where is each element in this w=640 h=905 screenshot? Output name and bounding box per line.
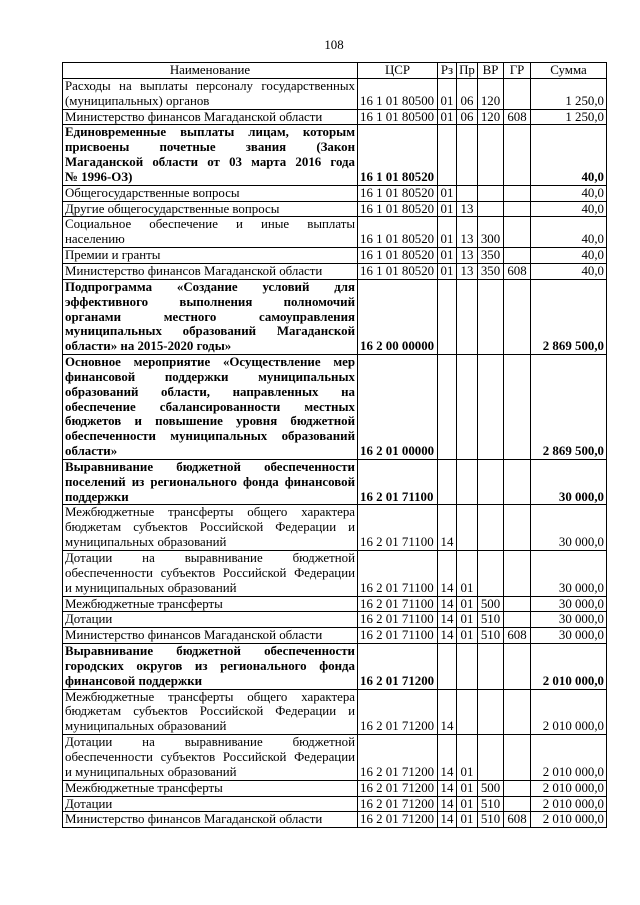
header-vr: ВР: [478, 63, 504, 79]
cell-rz: 01: [438, 201, 457, 217]
cell-name: [63, 263, 358, 279]
cell-name-line: Межбюджетные трансферты: [65, 780, 223, 795]
table-row: [63, 263, 607, 279]
cell-csr: 16 2 01 71200: [358, 735, 438, 781]
table-row: [63, 612, 607, 628]
cell-csr: 16 2 01 71200: [358, 689, 438, 735]
cell-gr: [504, 459, 531, 505]
cell-name: [63, 201, 358, 217]
cell-gr: [504, 796, 531, 812]
cell-name-line: области»: [65, 444, 118, 459]
cell-gr: 608: [504, 109, 531, 125]
cell-sum: 40,0: [531, 217, 607, 248]
budget-table: [62, 62, 607, 828]
cell-pr: [457, 125, 478, 185]
page-number: 108: [324, 38, 344, 52]
cell-name-line: финансовой поддержки муниципальных: [65, 369, 355, 384]
table-row: [63, 505, 607, 551]
cell-sum: 2 869 500,0: [531, 279, 607, 354]
cell-name-line: Дотации на выравнивание бюджетной: [65, 551, 355, 565]
cell-rz: 14: [438, 551, 457, 597]
cell-vr: [478, 185, 504, 201]
cell-sum: 2 010 000,0: [531, 812, 607, 828]
cell-sum: 40,0: [531, 201, 607, 217]
cell-name-line: Дотации: [65, 796, 113, 811]
cell-sum: 30 000,0: [531, 628, 607, 644]
cell-name: [63, 644, 358, 690]
header-rz: Рз: [438, 63, 457, 79]
cell-name: [63, 185, 358, 201]
cell-gr: [504, 689, 531, 735]
cell-name-line: Социальное обеспечение и иные выплаты: [65, 217, 355, 232]
cell-name: [63, 551, 358, 597]
cell-gr: [504, 217, 531, 248]
cell-sum: 40,0: [531, 185, 607, 201]
cell-name: [63, 459, 358, 505]
cell-rz: 01: [438, 263, 457, 279]
cell-name: [63, 248, 358, 264]
cell-rz: [438, 125, 457, 185]
cell-gr: 608: [504, 628, 531, 644]
cell-pr: 01: [457, 735, 478, 781]
cell-vr: 510: [478, 612, 504, 628]
cell-name-line: обеспечение сбалансированности местных: [65, 399, 355, 414]
cell-rz: 14: [438, 596, 457, 612]
cell-rz: [438, 355, 457, 460]
cell-name: [63, 812, 358, 828]
cell-sum: 2 869 500,0: [531, 355, 607, 460]
cell-vr: 500: [478, 596, 504, 612]
cell-name-line: присвоены почетные звания (Закон: [65, 140, 355, 155]
cell-vr: 300: [478, 217, 504, 248]
cell-name-line: Межбюджетные трансферты общего характера: [65, 689, 355, 704]
cell-vr: [478, 689, 504, 735]
cell-rz: 01: [438, 185, 457, 201]
cell-sum: 2 010 000,0: [531, 644, 607, 690]
cell-vr: 350: [478, 248, 504, 264]
cell-sum: 30 000,0: [531, 459, 607, 505]
cell-csr: 16 2 01 71100: [358, 459, 438, 505]
cell-rz: [438, 644, 457, 690]
cell-name-line: органами местного самоуправления: [65, 309, 355, 324]
cell-sum: 2 010 000,0: [531, 735, 607, 781]
table-row: [63, 551, 607, 597]
cell-csr: 16 1 01 80500: [358, 109, 438, 125]
cell-rz: 14: [438, 735, 457, 781]
cell-name: [63, 612, 358, 628]
cell-gr: [504, 355, 531, 460]
cell-name-line: образований области, направленных на: [65, 384, 355, 399]
table-row: [63, 628, 607, 644]
cell-sum: 1 250,0: [531, 109, 607, 125]
cell-csr: 16 1 01 80520: [358, 185, 438, 201]
cell-vr: [478, 644, 504, 690]
cell-gr: [504, 644, 531, 690]
cell-name-line: Дотации на выравнивание бюджетной: [65, 735, 355, 750]
cell-vr: [478, 201, 504, 217]
table-row-heading: [63, 125, 607, 185]
cell-rz: 01: [438, 109, 457, 125]
cell-rz: 01: [438, 217, 457, 248]
table-row: [63, 109, 607, 125]
cell-rz: 14: [438, 796, 457, 812]
cell-vr: [478, 505, 504, 551]
cell-sum: 2 010 000,0: [531, 689, 607, 735]
cell-name-line: муниципальных образований Магаданской: [65, 324, 355, 339]
cell-rz: 01: [438, 248, 457, 264]
cell-csr: 16 1 01 80500: [358, 78, 438, 109]
cell-vr: [478, 125, 504, 185]
cell-rz: 14: [438, 780, 457, 796]
cell-name-line: и муниципальных образований: [65, 580, 237, 595]
cell-csr: 16 2 01 71200: [358, 780, 438, 796]
cell-name-line: Основное мероприятие «Осуществление мер: [65, 355, 355, 370]
cell-csr: 16 1 01 80520: [358, 125, 438, 185]
cell-csr: 16 2 01 71100: [358, 505, 438, 551]
cell-name-line: Межбюджетные трансферты общего характера: [65, 505, 355, 520]
cell-pr: 13: [457, 201, 478, 217]
cell-pr: 01: [457, 796, 478, 812]
cell-name-line: поселений из регионального фонда финансовой: [65, 474, 355, 489]
header-csr: ЦСР: [358, 63, 438, 79]
cell-pr: 06: [457, 109, 478, 125]
cell-name-line: Министерство финансов Магаданской области: [65, 628, 323, 643]
table-row: [63, 185, 607, 201]
cell-name-line: Выравнивание бюджетной обеспеченности: [65, 644, 355, 659]
table-row: [63, 796, 607, 812]
cell-name: [63, 279, 358, 354]
cell-sum: 30 000,0: [531, 505, 607, 551]
cell-pr: 01: [457, 812, 478, 828]
cell-vr: 120: [478, 78, 504, 109]
cell-name-line: бюджетам субъектов Российской Федерации и: [65, 520, 355, 535]
cell-gr: [504, 279, 531, 354]
cell-rz: [438, 279, 457, 354]
cell-name-line: муниципальных образований: [65, 535, 227, 550]
cell-name-line: Общегосударственные вопросы: [65, 185, 240, 200]
cell-name-line: Расходы на выплаты персоналу государственных: [65, 78, 355, 93]
cell-vr: [478, 735, 504, 781]
cell-pr: 01: [457, 628, 478, 644]
cell-gr: [504, 780, 531, 796]
cell-sum: 2 010 000,0: [531, 796, 607, 812]
cell-csr: 16 2 01 71200: [358, 644, 438, 690]
cell-name-line: и муниципальных образований: [65, 764, 237, 779]
cell-vr: 510: [478, 628, 504, 644]
cell-pr: [457, 459, 478, 505]
cell-name-line: Межбюджетные трансферты: [65, 596, 223, 611]
cell-name: [63, 505, 358, 551]
cell-vr: [478, 551, 504, 597]
cell-pr: 13: [457, 248, 478, 264]
cell-rz: 14: [438, 612, 457, 628]
cell-sum: 30 000,0: [531, 596, 607, 612]
cell-vr: 120: [478, 109, 504, 125]
cell-name-line: бюджетам субъектов Российской Федерации и: [65, 704, 355, 719]
cell-csr: 16 2 01 71200: [358, 812, 438, 828]
cell-name-line: поддержки: [65, 489, 129, 504]
header-pr: Пр: [457, 63, 478, 79]
cell-pr: 13: [457, 217, 478, 248]
cell-gr: [504, 201, 531, 217]
cell-name-line: городских округов из регионального фонда: [65, 658, 355, 673]
cell-name-line: обеспеченности субъектов Российской Федерации: [65, 565, 355, 580]
cell-vr: [478, 459, 504, 505]
cell-vr: 350: [478, 263, 504, 279]
cell-pr: 06: [457, 78, 478, 109]
cell-name-line: Выравнивание бюджетной обеспеченности: [65, 459, 355, 474]
cell-vr: 510: [478, 812, 504, 828]
table-header-row: [63, 63, 607, 79]
table-row: [63, 248, 607, 264]
cell-name: [63, 628, 358, 644]
cell-pr: 01: [457, 780, 478, 796]
cell-name: [63, 125, 358, 185]
table-row: [63, 596, 607, 612]
cell-pr: 01: [457, 551, 478, 597]
cell-name: [63, 780, 358, 796]
table-row: [63, 201, 607, 217]
cell-csr: 16 2 01 71100: [358, 596, 438, 612]
cell-name-line: Министерство финансов Магаданской области: [65, 263, 323, 278]
cell-gr: [504, 185, 531, 201]
table-row: [63, 735, 607, 781]
cell-rz: 14: [438, 689, 457, 735]
cell-name-line: области» на 2015-2020 годы»: [65, 339, 232, 354]
cell-gr: [504, 551, 531, 597]
table-row: [63, 689, 607, 735]
table-row-heading: [63, 355, 607, 460]
cell-rz: 14: [438, 505, 457, 551]
cell-name-line: Премии и гранты: [65, 248, 161, 263]
header-gr: ГР: [504, 63, 531, 79]
cell-csr: 16 2 01 71100: [358, 551, 438, 597]
header-sum: Сумма: [531, 63, 607, 79]
cell-csr: 16 1 01 80520: [358, 248, 438, 264]
cell-name-line: (муниципальных) органов: [65, 93, 210, 108]
cell-csr: 16 2 01 71200: [358, 796, 438, 812]
table-row: [63, 780, 607, 796]
cell-gr: 608: [504, 812, 531, 828]
cell-pr: [457, 185, 478, 201]
cell-pr: [457, 355, 478, 460]
cell-pr: [457, 279, 478, 354]
table-row: [63, 812, 607, 828]
cell-gr: [504, 248, 531, 264]
cell-name: [63, 689, 358, 735]
cell-name-line: финансовой поддержки: [65, 673, 203, 688]
table-row: [63, 78, 607, 109]
cell-csr: 16 2 01 71100: [358, 628, 438, 644]
cell-name: [63, 596, 358, 612]
cell-pr: [457, 644, 478, 690]
cell-csr: 16 2 01 00000: [358, 355, 438, 460]
cell-sum: 1 250,0: [531, 78, 607, 109]
cell-csr: 16 1 01 80520: [358, 263, 438, 279]
cell-name-line: Министерство финансов Магаданской области: [65, 109, 323, 124]
cell-sum: 2 010 000,0: [531, 780, 607, 796]
cell-vr: 510: [478, 796, 504, 812]
table-row-heading: [63, 644, 607, 690]
cell-name-line: Дотации: [65, 612, 113, 627]
cell-name-line: Министерство финансов Магаданской области: [65, 812, 323, 827]
cell-rz: [438, 459, 457, 505]
cell-gr: [504, 78, 531, 109]
cell-name: [63, 735, 358, 781]
cell-pr: [457, 689, 478, 735]
cell-csr: 16 2 00 00000: [358, 279, 438, 354]
cell-rz: 14: [438, 628, 457, 644]
cell-csr: 16 2 01 71100: [358, 612, 438, 628]
cell-gr: [504, 612, 531, 628]
cell-name: [63, 355, 358, 460]
cell-gr: 608: [504, 263, 531, 279]
cell-csr: 16 1 01 80520: [358, 201, 438, 217]
cell-pr: 13: [457, 263, 478, 279]
cell-name-line: эффективного выполнения полномочий: [65, 294, 355, 309]
cell-name-line: бюджетов и повышение уровня бюджетной: [65, 414, 355, 429]
header-name: Наименование: [63, 63, 358, 79]
cell-rz: 01: [438, 78, 457, 109]
table-row: [63, 217, 607, 248]
cell-vr: 500: [478, 780, 504, 796]
cell-name-line: населению: [65, 232, 125, 247]
cell-sum: 30 000,0: [531, 551, 607, 597]
cell-gr: [504, 735, 531, 781]
cell-name-line: обеспеченности муниципальных образований: [65, 429, 355, 444]
cell-rz: 14: [438, 812, 457, 828]
cell-pr: 01: [457, 596, 478, 612]
cell-pr: 01: [457, 612, 478, 628]
table-row-heading: [63, 279, 607, 354]
cell-name-line: Другие общегосударственные вопросы: [65, 201, 280, 216]
cell-vr: [478, 355, 504, 460]
cell-name: [63, 109, 358, 125]
cell-name-line: муниципальных образований: [65, 719, 227, 734]
cell-sum: 40,0: [531, 263, 607, 279]
cell-name-line: № 1996-ОЗ): [65, 169, 133, 184]
cell-sum: 40,0: [531, 125, 607, 185]
table-row-heading: [63, 459, 607, 505]
cell-name: [63, 796, 358, 812]
cell-pr: [457, 505, 478, 551]
cell-name: [63, 217, 358, 248]
cell-sum: 30 000,0: [531, 612, 607, 628]
cell-name: [63, 78, 358, 109]
cell-gr: [504, 505, 531, 551]
cell-name-line: обеспеченности субъектов Российской Федерации: [65, 749, 355, 764]
cell-gr: [504, 596, 531, 612]
cell-sum: 40,0: [531, 248, 607, 264]
cell-gr: [504, 125, 531, 185]
cell-name-line: Магаданской области от 03 марта 2016 года: [65, 155, 355, 170]
cell-name-line: Единовременные выплаты лицам, которым: [65, 125, 355, 140]
cell-vr: [478, 279, 504, 354]
cell-name-line: Подпрограмма «Создание условий для: [65, 279, 355, 294]
cell-csr: 16 1 01 80520: [358, 217, 438, 248]
table-body: [63, 78, 607, 827]
